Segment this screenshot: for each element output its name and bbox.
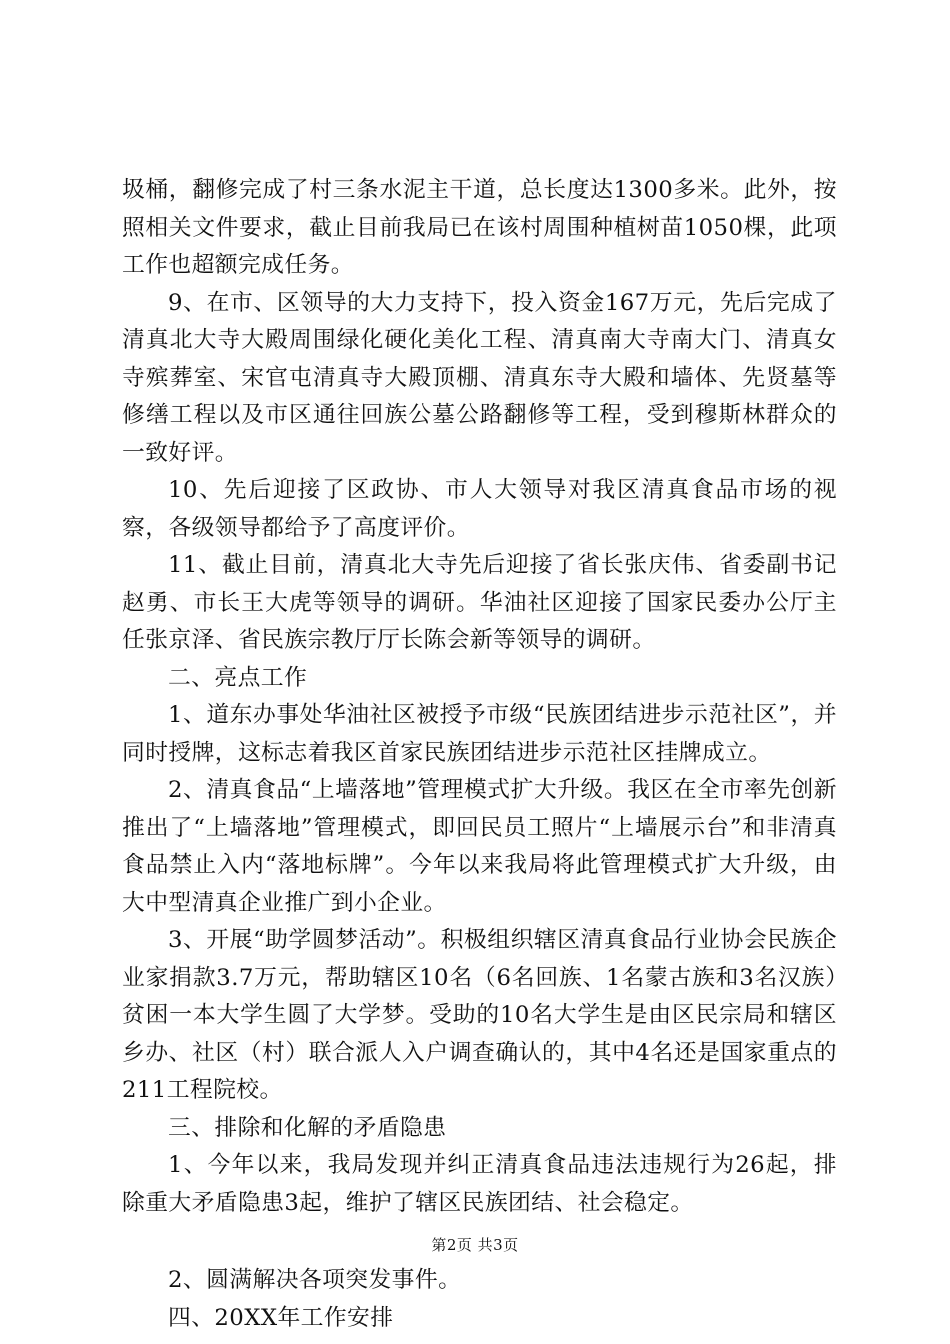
paragraph-item-11: 11、截止目前，清真北大寺先后迎接了省长张庆伟、省委副书记赵勇、市长王大虎等领导的调研。华油社区迎接了国家民委办公厅主任张京泽、省民族宗教厅厅长陈会新等领导的调研。 [122, 552, 837, 653]
section-heading-highlights: 二、亮点工作 [168, 664, 308, 691]
paragraph-risk-2: 2、圆满解决各项突发事件。 [168, 1267, 462, 1293]
paragraph-item-9: 9、在市、区领导的大力支持下，投入资金167万元，先后完成了清真北大寺大殿周围绿化硬化美化工程、清真南大寺南大门、清真女寺殡葬室、宋官屯清真寺大殿顶棚、清真东寺大殿和墙体、先贤墓等修缮工程以及市区通往回族公墓公路翻修等工程，受到穆斯林群众的一致好评。 [122, 289, 837, 466]
section-heading-risks: 三、排除和化解的矛盾隐患 [168, 1114, 447, 1141]
paragraph-highlight-3: 3、开展“助学圆梦活动”。积极组织辖区清真食品行业协会民族企业家捐款3.7万元，帮助辖区10名（6名回族、1名蒙古族和3名汉族）贫困一本大学生圆了大学梦。受助的10名大学生是由区民宗局和辖区乡办、社区（村）联合派人入户调查确认的，其中4名还是国家重点的211工程院校。 [122, 927, 837, 1103]
document-body [122, 172, 837, 1337]
paragraph-continuation: 圾桶，翻修完成了村三条水泥主干道，总长度达1300多米。此外，按照相关文件要求，截止目前我局已在该村周围种植树苗1050棵，此项工作也超额完成任务。 [122, 177, 837, 278]
paragraph-highlight-1: 1、道东办事处华油社区被授予市级“民族团结进步示范社区”，并同时授牌，这标志着我区首家民族团结进步示范社区挂牌成立。 [122, 702, 837, 766]
paragraph-risk-1: 1、今年以来，我局发现并纠正清真食品违法违规行为26起，排除重大矛盾隐患3起，维护了辖区民族团结、社会稳定。 [122, 1152, 837, 1216]
paragraph-item-10: 10、先后迎接了区政协、市人大领导对我区清真食品市场的视察，各级领导都给予了高度评价。 [122, 477, 837, 541]
paragraph-highlight-2: 2、清真食品“上墙落地”管理模式扩大升级。我区在全市率先创新推出了“上墙落地”管理模式，即回民员工照片“上墙展示台”和非清真食品禁止入内“落地标牌”。今年以来我局将此管理模式扩大升级，由大中型清真企业推广到小企业。 [122, 777, 837, 916]
page-number-footer: 第2页 共3页 [431, 1236, 519, 1254]
section-heading-plan: 四、20XX年工作安排 [168, 1304, 394, 1331]
